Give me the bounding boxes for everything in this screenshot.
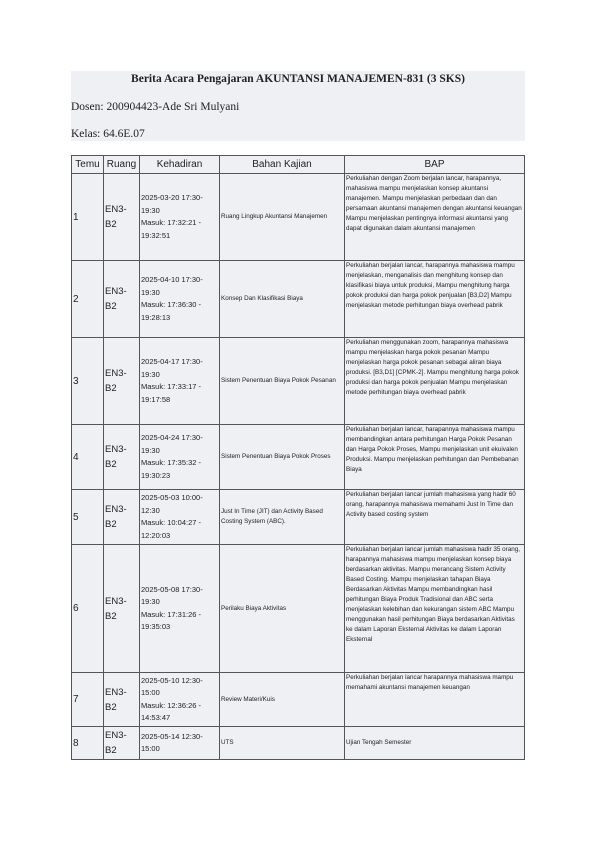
document-header <box>71 71 525 141</box>
schedule-text: 2025-05-14 12:30-15:00 <box>141 731 203 753</box>
check-in-text: Masuk: 17:35:32 - 19:30:23 <box>141 458 202 480</box>
table-row <box>72 174 525 261</box>
check-in-text: Masuk: 17:32:21 - 19:32:51 <box>141 218 202 240</box>
meeting-number: 1 <box>72 174 104 261</box>
lecturer-line: Dosen: 200904423-Ade Sri Mulyani <box>71 101 240 113</box>
table-row <box>72 338 525 425</box>
meeting-number: 2 <box>72 261 104 338</box>
attendance-cell <box>140 727 220 760</box>
attendance-cell <box>140 545 220 673</box>
meeting-number: 7 <box>72 673 104 727</box>
room-cell: EN3-B2 <box>104 425 140 490</box>
check-in-text: Masuk: 17:33:17 - 19:17:58 <box>141 382 202 404</box>
header-room: Ruang <box>104 156 140 174</box>
header-topic: Bahan Kajian <box>220 156 345 174</box>
attendance-cell <box>140 673 220 727</box>
bap-cell: Ujian Tengah Semester <box>345 727 525 760</box>
topic-cell: Review Materi/Kuis <box>220 673 345 727</box>
room-cell: EN3-B2 <box>104 174 140 261</box>
meeting-number: 8 <box>72 727 104 760</box>
bap-cell: Perkuliahan berjalan lancar, harapannya mahasiswa mampu menjelaskan, menganalisis dan menghitung konsep dan klasifikasi biaya untuk produksi, Mampu menghitung harga pokok produksi dan harga pokok penjualan [B3,D2] Mampu menjelaskan metode perhitungan biaya overhead pabrik <box>345 261 525 338</box>
room-cell: EN3-B2 <box>104 673 140 727</box>
schedule-text: 2025-05-08 17:30-19:30 <box>141 584 203 606</box>
meeting-number: 5 <box>72 490 104 545</box>
header-bap: BAP <box>345 156 525 174</box>
room-cell: EN3-B2 <box>104 545 140 673</box>
attendance-cell <box>140 174 220 261</box>
attendance-cell <box>140 490 220 545</box>
room-cell: EN3-B2 <box>104 727 140 760</box>
topic-cell: Just In Time (JIT) dan Activity Based Costing System (ABC). <box>220 490 345 545</box>
check-in-text: Masuk: 10:04:27 - 12:20:03 <box>141 518 202 540</box>
schedule-text: 2025-04-24 17:30-19:30 <box>141 433 203 455</box>
table-row <box>72 673 525 727</box>
table-row <box>72 545 525 673</box>
schedule-text: 2025-04-10 17:30-19:30 <box>141 275 203 297</box>
room-cell: EN3-B2 <box>104 261 140 338</box>
check-in-text: Masuk: 17:36:30 - 19:28:13 <box>141 300 202 322</box>
topic-cell: Konsep Dan Klasifikasi Biaya <box>220 261 345 338</box>
bap-cell: Perkuliahan menggunakan zoom, harapannya mahasiswa mampu menjelaskan harga pokok pesanan Mampu menjelaskan harga pokok pesanan sebagai aliran biaya produksi. [B3,D1] [CPMK-2]. Mampu menghitung harga pokok produksi dan harga pokok penjualan Mampu menjelaskan metode perhitungan biaya overhead pabrik <box>345 338 525 425</box>
table-row <box>72 425 525 490</box>
attendance-cell <box>140 261 220 338</box>
bap-cell: Perkuliahan berjalan lancar jumlah mahasiswa hadir 35 orang, harapannya mahasiswa mampu menjelaskan konsep biaya berdasarkan aktivitas. Mampu merancang Sistem Activity Based Costing. Mampu menjelaskan tahapan Biaya Berdasarkan Aktivitas Mampu membandingkan hasil perhitungan Biaya Produk Tradisional dan ABC serta menjelaskan kelebihan dan kekurangan sistem ABC Mampu menggunakan hasil perhitungan Biaya berdasarkan Aktivitas ke dalam Laporan Eksternal Aktivitas ke dalam Laporan Eksternal <box>345 545 525 673</box>
schedule-text: 2025-05-03 10:00-12:30 <box>141 493 203 515</box>
meeting-number: 6 <box>72 545 104 673</box>
topic-cell: Perilaku Biaya Aktivitas <box>220 545 345 673</box>
attendance-cell <box>140 338 220 425</box>
table-row <box>72 727 525 760</box>
room-cell: EN3-B2 <box>104 490 140 545</box>
meeting-number: 3 <box>72 338 104 425</box>
table-row <box>72 261 525 338</box>
topic-cell: UTS <box>220 727 345 760</box>
schedule-text: 2025-05-10 12:30-15:00 <box>141 675 203 697</box>
schedule-text: 2025-04-17 17:30-19:30 <box>141 357 203 379</box>
bap-cell: Perkuliahan berjalan lancar, harapannya mahasiswa mampu membandingkan antara perhitungan Harga Pokok Pesanan dan Harga Pokok Proses, Mampu menjelaskan unit ekuivalen Produksi. Mampu menjelaskan perhitungan dan Pembebanan Biaya <box>345 425 525 490</box>
header-meeting: Temu <box>72 156 104 174</box>
check-in-text: Masuk: 17:31:26 - 19:35:03 <box>141 609 202 631</box>
room-cell: EN3-B2 <box>104 338 140 425</box>
topic-cell: Ruang Lingkup Akuntansi Manajemen <box>220 174 345 261</box>
table-header-row <box>72 156 525 174</box>
schedule-text: 2025-03-20 17:30-19:30 <box>141 193 203 215</box>
table-row <box>72 490 525 545</box>
header-attendance: Kehadiran <box>140 156 220 174</box>
document-title: Berita Acara Pengajaran AKUNTANSI MANAJEMEN-831 (3 SKS) <box>131 73 465 85</box>
meeting-number: 4 <box>72 425 104 490</box>
topic-cell: Sistem Penentuan Biaya Pokok Proses <box>220 425 345 490</box>
attendance-cell <box>140 425 220 490</box>
class-line: Kelas: 64.6E.07 <box>71 128 145 140</box>
topic-cell: Sistem Penentuan Biaya Pokok Pesanan <box>220 338 345 425</box>
check-in-text: Masuk: 12:36:26 - 14:53:47 <box>141 700 202 722</box>
bap-cell: Perkuliahan dengan Zoom berjalan lancar, harapannya, mahasiswa mampu menjelaskan konsep akuntansi manajemen. Mampu menjelaskan perbedaan dan dan persamaan akuntansi manajemen dengan akuntansi keuangan Mampu menjelaskan pentingnya informasi akuntansi yang dapat digunakan dalam akuntansi manajemen <box>345 174 525 261</box>
bap-cell: Perkuliahan berjalan lancar harapannya mahasiswa mampu memahami akuntansi manajemen keuangan <box>345 673 525 727</box>
teaching-log-table <box>71 155 525 760</box>
bap-cell: Perkuliahan berjalan lancar jumlah mahasiswa yang hadir 60 orang, harapannya mahasiswa memahami Just In Time dan Activity based costing system <box>345 490 525 545</box>
